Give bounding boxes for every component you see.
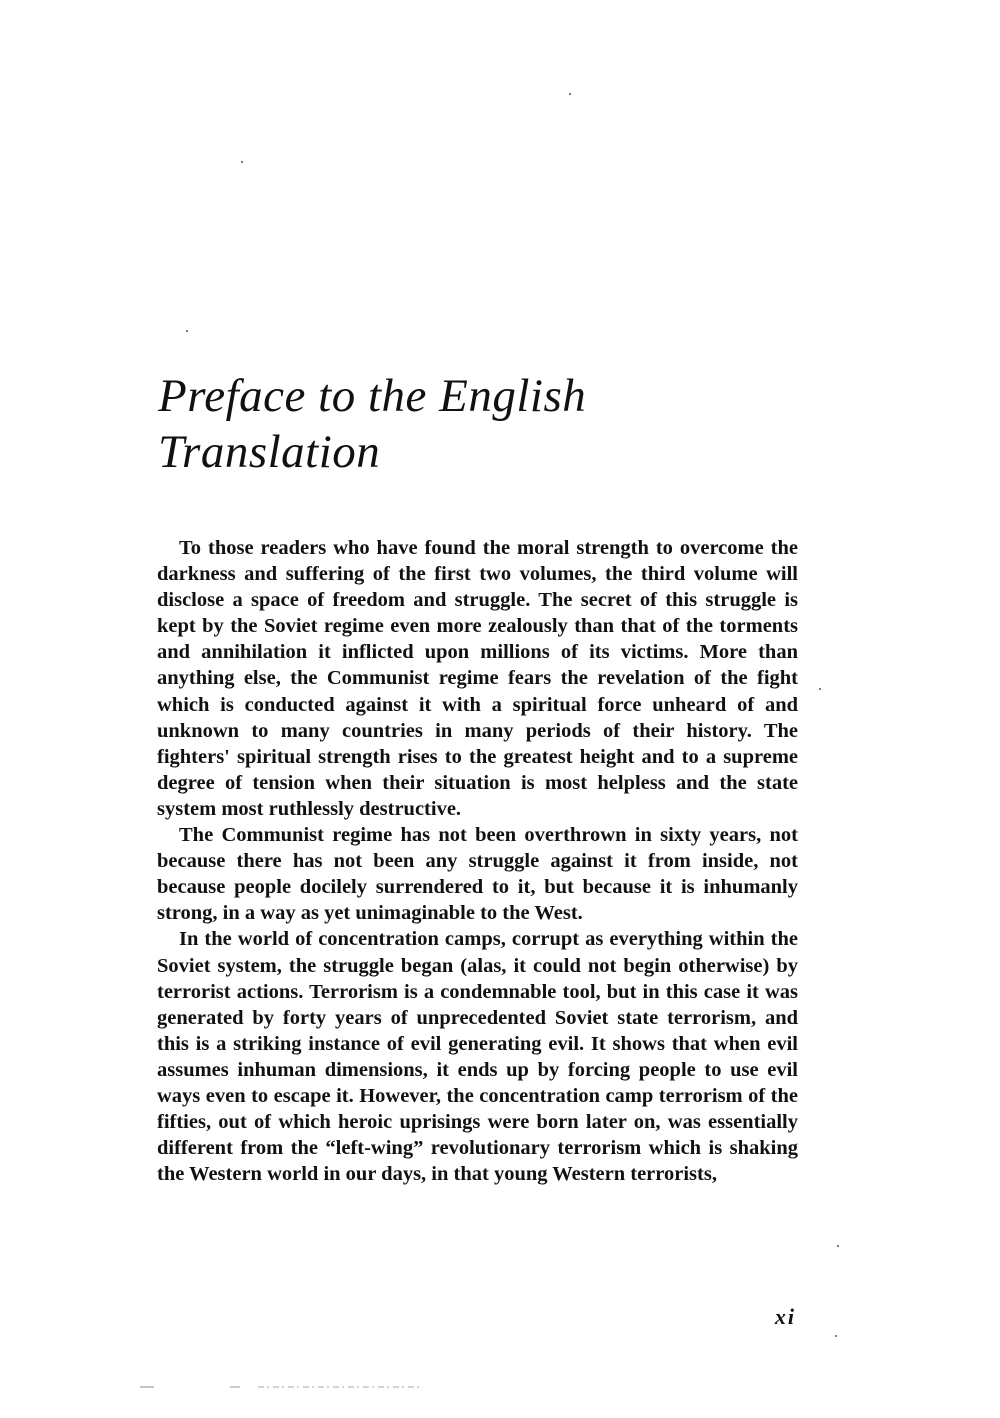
- scan-speck: [241, 161, 243, 163]
- body-text: [157, 535, 798, 1187]
- chapter-title-line-1: Preface to the English: [158, 370, 587, 422]
- scan-speck: [835, 1335, 837, 1337]
- page-number: xi: [774, 1304, 796, 1329]
- scan-speck: [186, 330, 188, 332]
- scan-smudge: [140, 1384, 440, 1390]
- scan-speck: [819, 688, 821, 690]
- scan-speck: [569, 93, 571, 95]
- chapter-title-line-2: Translation: [158, 426, 381, 478]
- paragraph: The Communist regime has not been overthrown in sixty years, not because there has not been any struggle against it from inside, not because people docilely surrendered to it, but because it is inhumanly strong, in a way as yet unimaginable to the West.: [157, 824, 798, 925]
- scan-speck: [837, 1245, 839, 1247]
- paragraph: In the world of concentration camps, corrupt as everything within the Soviet system, the struggle began (alas, it could not begin otherwise) by terrorist actions. Terrorism is a condemnable tool, but in this case it was generated by forty years of unprecedented Soviet state terrorism, and this is a striking instance of evil generating evil. It shows that when evil assumes inhuman dimensions, it ends up by forcing people to use evil ways even to escape it. However, the concentration camp terrorism of the fifties, out of which heroic uprisings were born later on, was essentially different from the “left-wing” revolutionary terrorism which is shaking the Western world in our days, in that young Western terrorists,: [157, 928, 798, 1186]
- paragraph: To those readers who have found the moral strength to overcome the darkness and suffering of the first two volumes, the third volume will disclose a space of freedom and struggle. The secret of this struggle is kept by the Soviet regime even more zealously than that of the torments and annihilation it inflicted upon millions of its victims. More than anything else, the Communist regime fears the revelation of the fight which is conducted against it with a spiritual force unheard of and unknown to many countries in many periods of their history. The fighters' spiritual strength rises to the greatest height and to a supreme degree of tension when their situation is most helpless and the state system most ruthlessly destructive.: [157, 537, 798, 820]
- chapter-title: [158, 368, 798, 480]
